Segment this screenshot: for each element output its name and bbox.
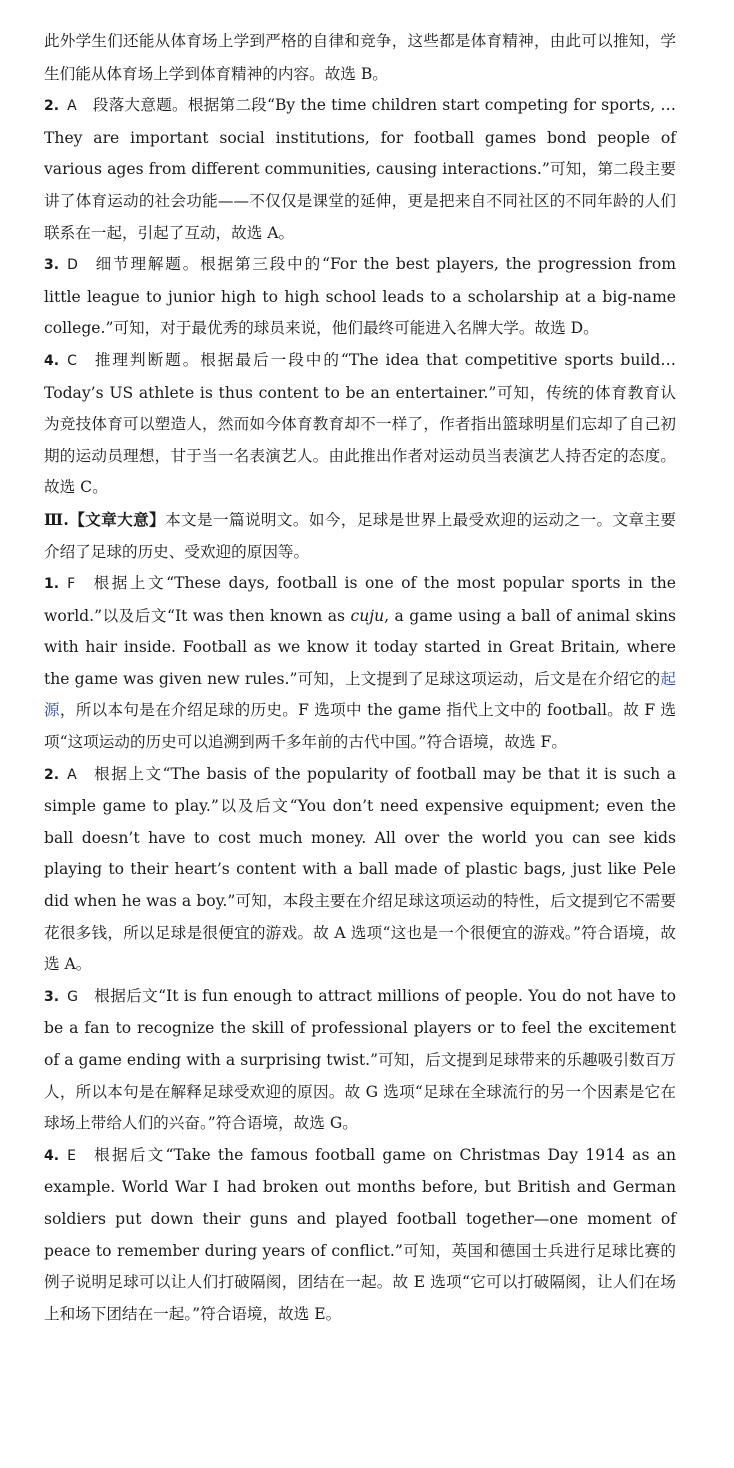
explanation-text: ，所以本句是在介绍足球的历史。F 选项中 the game 指代上文中的 football。故 F 选项“这项运动的历史可以追溯到两千多年前的古代中国。”符合语境，故选 F。 (44, 701, 676, 752)
explanation-text: 根据后文“It is fun enough to attract millions of people. You do not have to be a fan to recognize the skill of professional players or to feel the excitement of a game ending with a surprising twist.”可知，后文提到足球带来的乐趣吸引数百万人，所以本句是在解释足球受欢迎的原因。故 G 选项“足球在全球流行的另一个因素是它在球场上带给人们的兴奋。”符合语境，故选 G。 (44, 986, 676, 1133)
question-number: 3. (44, 257, 60, 274)
explanation-text: , a game using a ball of animal skins with hair inside. Football as we know it today started in Great Britain, where the game was given new rules.”可知，上文提到了足球这项运动，后文是在介绍它的 (44, 606, 676, 688)
cloze-item-1 (44, 568, 676, 759)
section-heading: Ⅲ.【文章大意】 (44, 509, 166, 529)
highlighted-term: 起源 (44, 669, 676, 720)
question-number: 1. (44, 576, 60, 593)
cloze-item-2 (44, 759, 676, 981)
explanation-text: 细节理解题。根据第三段中的“For the best players, the progression from little league to junior high to high school leads to a scholarship at a big-name college.”可知，对于最优秀的球员来说，他们最终可能进入名牌大学。故选 D。 (44, 255, 676, 338)
answer-letter: F (67, 576, 76, 593)
explanation-paragraph-3 (44, 249, 676, 345)
explanation-text: 此外学生们还能从体育场上学到严格的自律和竞争，这些都是体育精神，由此可以推知，学生们能从体育场上学到体育精神的内容。故选 B。 (44, 32, 676, 83)
answer-letter: A (67, 766, 77, 783)
answer-letter: G (67, 988, 78, 1005)
explanation-text: 根据后文“Take the famous football game on Christmas Day 1914 as an example. World War Ⅰ had broken out months before, but British and German soldiers put down their guns and played football together—one moment of peace to remember during years of conflict.”可知，英国和德国士兵进行足球比赛的例子说明足球可以让人们打破隔阂，团结在一起。故 E 选项“它可以打破隔阂，让人们在场上和场下团结在一起。”符合语境，故选 E。 (44, 1145, 676, 1323)
question-number: 2. (44, 98, 60, 115)
explanation-text: 根据上文“These days, football is one of the most popular sports in the world.”以及后文“It was then known as (44, 574, 676, 625)
explanation-paragraph-1 (44, 26, 676, 90)
section-summary-text: 本文是一篇说明文。如今，足球是世界上最受欢迎的运动之一。文章主要介绍了足球的历史、受欢迎的原因等。 (44, 510, 676, 561)
italic-term: cuju (350, 606, 385, 625)
section-summary (44, 504, 676, 568)
answer-letter: E (67, 1147, 76, 1164)
cloze-item-3 (44, 981, 676, 1140)
question-number: 4. (44, 352, 60, 369)
explanation-paragraph-2 (44, 90, 676, 249)
explanation-paragraph-4 (44, 345, 676, 504)
answer-letter: A (67, 98, 77, 115)
question-number: 4. (44, 1147, 60, 1164)
question-number: 3. (44, 988, 60, 1005)
explanation-text: 推理判断题。根据最后一段中的“The idea that competitive sports build… Today’s US athlete is thus content to be an entertainer.”可知，传统的体育教育认为竞技体育可以塑造人，然而如今体育教育却不一样了，作者指出篮球明星们忘却了自己初期的运动员理想，甘于当一名表演艺人。由此推出作者对运动员当表演艺人持否定的态度。故选 C。 (44, 350, 676, 497)
explanation-text: 段落大意题。根据第二段“By the time children start competing for sports, … They are important social institutions, for football games bond people of various ages from different communities, causing interactions.”可知，第二段主要讲了体育运动的社会功能——不仅仅是课堂的延伸，更是把来自不同社区的不同年龄的人们联系在一起，引起了互动，故选 A。 (44, 96, 676, 242)
question-number: 2. (44, 766, 60, 783)
answer-letter: D (67, 257, 78, 274)
explanation-text: 根据上文“The basis of the popularity of football may be that it is such a simple game to play.”以及后文“You don’t need expensive equipment; even the ball doesn’t have to cost much money. All over the world you can see kids playing to their heart’s content with a ball made of plastic bags, just like Pele did when he was a boy.”可知，本段主要在介绍足球这项运动的特性，后文提到它不需要花很多钱，所以足球是很便宜的游戏。故 A 选项“这也是一个很便宜的游戏。”符合语境，故选 A。 (44, 764, 676, 974)
cloze-item-4 (44, 1140, 676, 1331)
answer-letter: C (67, 352, 77, 369)
answer-explanation-page (44, 26, 676, 1330)
